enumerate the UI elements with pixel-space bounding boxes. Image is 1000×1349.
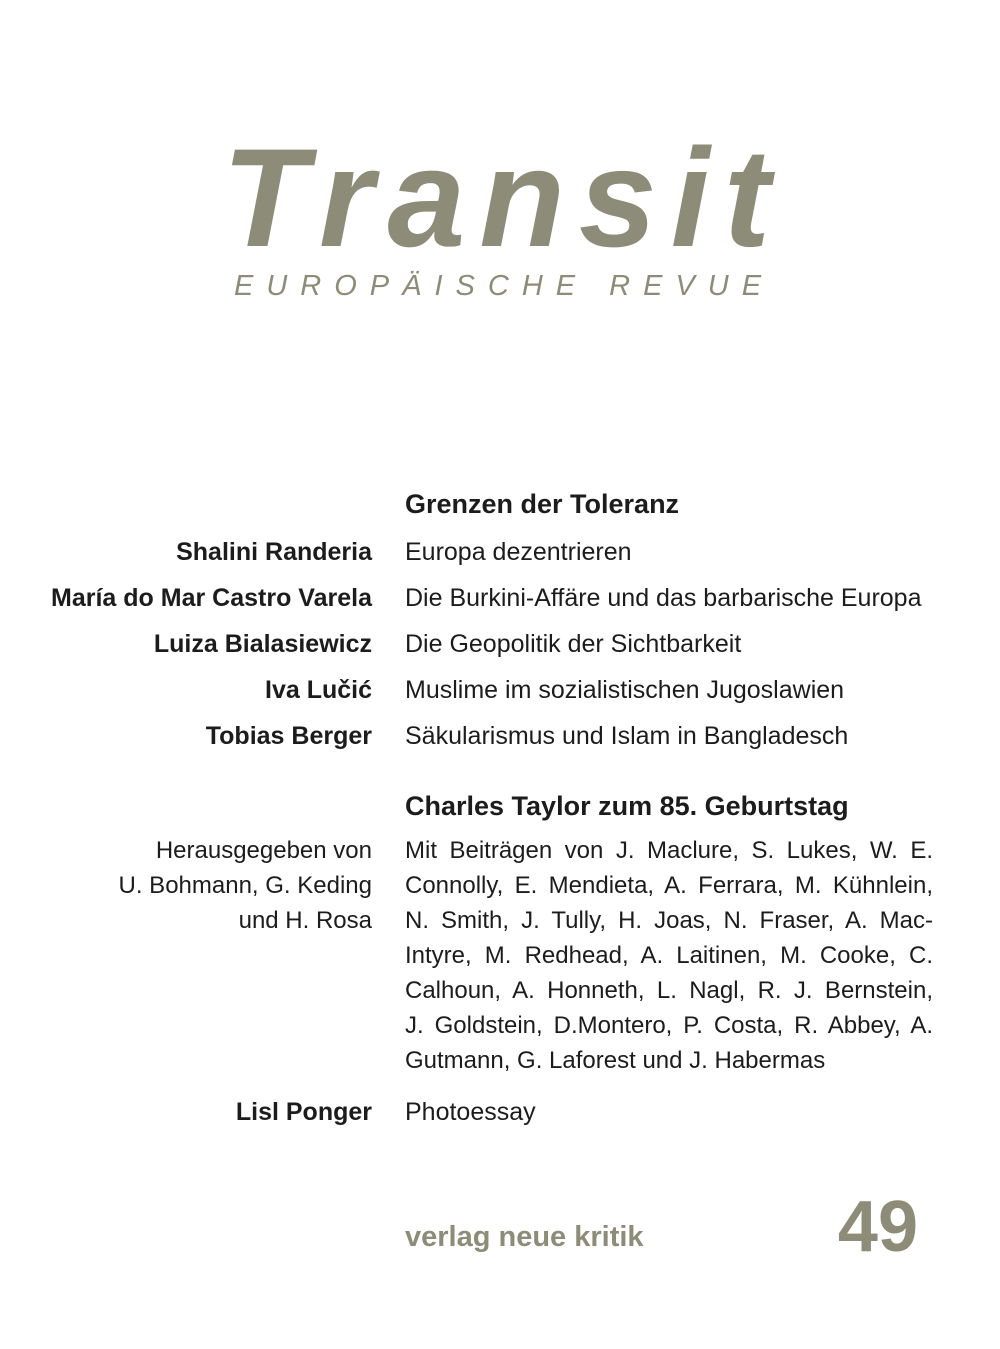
toc-row — [40, 536, 930, 568]
contributors-paragraph — [405, 833, 933, 1078]
editors-block — [40, 833, 372, 938]
journal-logo-title: Transit — [222, 119, 785, 276]
photoessay-author: Lisl Ponger — [235, 1098, 372, 1126]
toc-title: Europa dezentrieren — [405, 538, 632, 566]
toc-author: Iva Lučić — [265, 676, 372, 704]
editors-line: Herausgegeben von — [155, 837, 372, 864]
toc-row — [40, 674, 930, 706]
toc-author: María do Mar Castro Varela — [51, 584, 372, 612]
toc-row — [40, 628, 930, 660]
contributors-line: Connolly, E. Mendieta, A. Ferrara, M. Kühnlein, — [405, 872, 933, 899]
contributors-line: N. Smith, J. Tully, H. Joas, N. Fraser, A. Mac- — [405, 907, 933, 934]
toc-author: Shalini Randeria — [176, 538, 372, 566]
toc-author: Luiza Bialasiewicz — [153, 630, 372, 658]
toc-title: Säkularismus und Islam in Bangladesch — [405, 722, 849, 750]
toc-title: Die Burkini-Affäre und das barbarische Europa — [405, 584, 922, 612]
contributors-line: Mit Beiträgen von J. Maclure, S. Lukes, W. E. — [405, 837, 933, 864]
toc-title: Die Geopolitik der Sichtbarkeit — [405, 630, 742, 658]
section-heading-toleranz: Grenzen der Toleranz — [405, 489, 680, 519]
toc-row — [40, 720, 930, 752]
editors-line: U. Bohmann, G. Keding — [118, 872, 372, 899]
photoessay-row — [40, 1096, 930, 1128]
contributors-line: Intyre, M. Redhead, A. Laitinen, M. Cooke, C. — [405, 942, 933, 969]
photoessay-title: Photoessay — [405, 1098, 536, 1126]
contributors-line: Gutmann, G. Laforest und J. Habermas — [405, 1047, 826, 1074]
toc-author: Tobias Berger — [205, 722, 372, 750]
editors-line: und H. Rosa — [238, 907, 372, 934]
journal-logo-subtitle: EUROPÄISCHE REVUE — [234, 270, 775, 302]
contributors-line: J. Goldstein, D.Montero, P. Costa, R. Abbey, A. — [405, 1012, 933, 1039]
issue-number: 49 — [837, 1187, 918, 1267]
contributors-line: Calhoun, A. Honneth, L. Nagl, R. J. Bernstein, — [405, 977, 933, 1004]
publisher-name: verlag neue kritik — [405, 1221, 644, 1253]
section-heading-taylor: Charles Taylor zum 85. Geburtstag — [405, 791, 849, 821]
toc-row — [40, 582, 930, 614]
toc-title: Muslime im sozialistischen Jugoslawien — [405, 676, 845, 704]
